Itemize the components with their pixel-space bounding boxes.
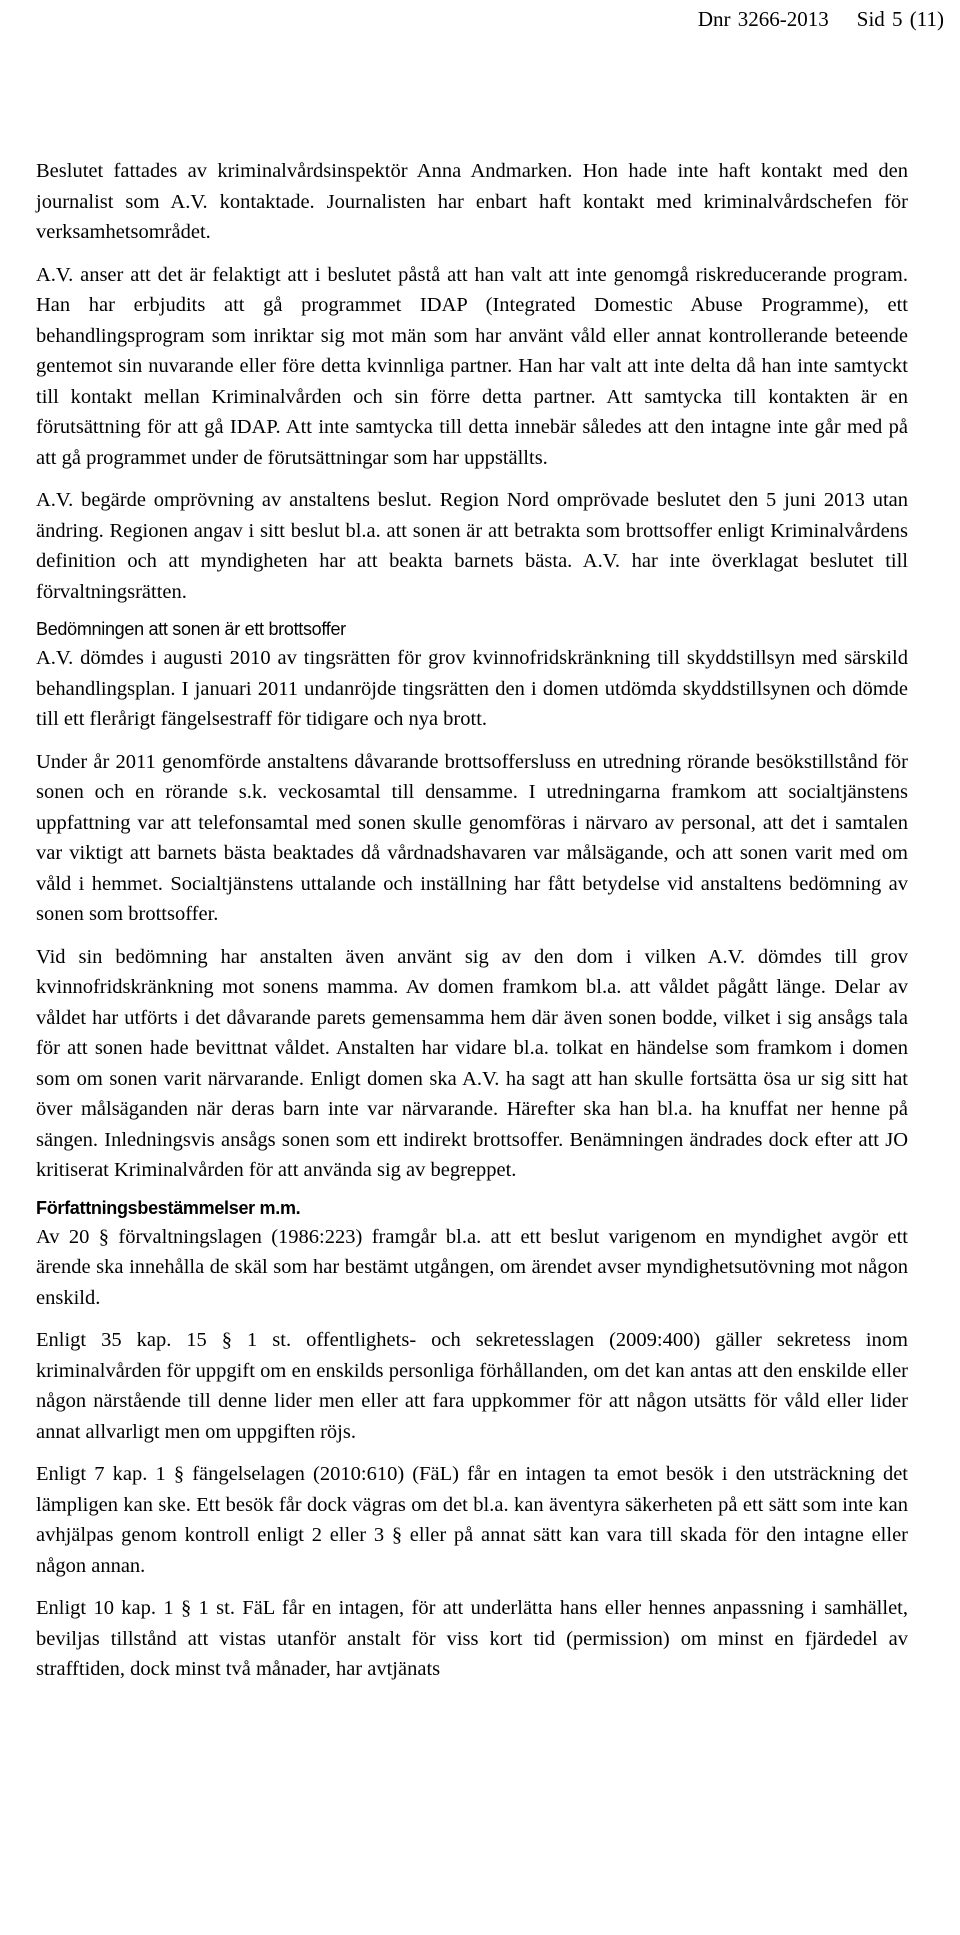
paragraph: Enligt 7 kap. 1 § fängelselagen (2010:610) (FäL) får en intagen ta emot besök i den utsträckning det lämpligen kan ske. Ett besök får dock vägras om det bl.a. kan äventyra säkerheten på ett sätt som inte kan avhjälpas genom kontroll enligt 2 eller 3 § eller på annat sätt kan vara till skada för den intagne eller någon annan.	[36, 1463, 908, 1577]
section-heading-regulations: Författningsbestämmelser m.m.	[36, 1197, 301, 1218]
body-text	[36, 156, 908, 1685]
paragraph: A.V. begärde omprövning av anstaltens beslut. Region Nord omprövade beslutet den 5 juni 2013 utan ändring. Regionen angav i sitt beslut bl.a. att sonen är att betrakta som brottsoffer enligt Kriminalvårdens definition och att myndigheten har att beakta barnets bästa. A.V. har inte överklagat beslutet till förvaltningsrätten.	[36, 489, 908, 603]
paragraph: A.V. anser att det är felaktigt att i beslutet påstå att han valt att inte genomgå riskreducerande program. Han har erbjudits att gå programmet IDAP (Integrated Domestic Abuse Programme), ett behandlingsprogram som inriktar sig mot män som har använt våld eller annat kontrollerande beteende gentemot sin nuvarande eller före detta kvinnliga partner. Han har valt att inte delta då han inte samtyckt till kontakt mellan Kriminalvården och sin förre detta partner. Att samtycka till kontakten är en förutsättning för att gå IDAP. Att inte samtycka till detta innebär således att den intagne inte går med på att gå programmet under de förutsättningar som har uppställts.	[36, 263, 908, 469]
paragraph: Av 20 § förvaltningslagen (1986:223) framgår bl.a. att ett beslut varigenom en myndighet avgör ett ärende ska innehålla de skäl som har bestämt utgången, om ärendet avser myndighetsutövning mot någon enskild.	[36, 1225, 908, 1309]
paragraph: A.V. dömdes i augusti 2010 av tingsrätten för grov kvinnofridskränkning till skyddstillsyn med särskild behandlingsplan. I januari 2011 undanröjde tingsrätten den i domen utdömda skyddstillsynen och dömde till ett flerårigt fängelsestraff för tidigare och nya brott.	[36, 647, 908, 730]
page-header	[698, 6, 944, 32]
case-number: Dnr 3266-2013	[697, 7, 829, 31]
paragraph: Enligt 35 kap. 15 § 1 st. offentlighets- och sekretesslagen (2009:400) gäller sekretess inom kriminalvården för uppgift om en enskilds personliga förhållanden, om det kan antas att den enskilde eller någon närstående till denne lider men eller att fara uppkommer för att någon utsätts för våld eller lider annat allvarligt men om uppgiften röjs.	[36, 1329, 908, 1443]
paragraph: Enligt 10 kap. 1 § 1 st. FäL får en intagen, för att underlätta hans eller hennes anpassning i samhället, beviljas tillstånd att vistas utanför anstalt för viss kort tid (permission) om minst en fjärdedel av strafftiden, dock minst två månader, har avtjänats	[36, 1597, 908, 1680]
page-number: Sid 5 (11)	[856, 7, 944, 31]
paragraph: Vid sin bedömning har anstalten även använt sig av den dom i vilken A.V. dömdes till grov kvinnofridskränkning mot sonens mamma. Av domen framkom bl.a. att våldet pågått länge. Delar av våldet har utförts i det dåvarande parets gemensamma hem där även sonen bodde, vilket i sig ansågs tala för att sonen hade bevittnat våldet. Anstalten har vidare bl.a. tolkat en händelse som framkom i domen som om sonen varit närvarande. Enligt domen ska A.V. ha sagt att han skulle fortsätta ösa ur sig sitt hat över målsäganden när deras barn inte var närvarande. Härefter ska han bl.a. ha knuffat ner henne på sängen. Inledningsvis ansågs sonen som ett indirekt brottsoffer. Benämningen ändrades dock efter att JO kritiserat Kriminalvården för att använda sig av begreppet.	[36, 945, 908, 1181]
section-heading-victim-assessment: Bedömningen att sonen är ett brottsoffer	[36, 619, 346, 639]
paragraph: Beslutet fattades av kriminalvårdsinspektör Anna Andmarken. Hon hade inte haft kontakt med den journalist som A.V. kontaktade. Journalisten har enbart haft kontakt med kriminalvårdschefen för verksamhetsområdet.	[36, 160, 908, 243]
paragraph: Under år 2011 genomförde anstaltens dåvarande brottsoffersluss en utredning rörande besökstillstånd för sonen och en rörande s.k. veckosamtal till densamme. I utredningarna framkom att socialtjänstens uppfattning var att telefonsamtal med sonen skulle genomföras i närvaro av personal, att det i samtalen var viktigt att barnets bästa beaktades då vårdnadshavaren var målsägande, och att sonen varit med om våld i hemmet. Socialtjänstens uttalande och inställning har fått betydelse vid anstaltens bedömning av sonen som brottsoffer.	[36, 750, 908, 925]
